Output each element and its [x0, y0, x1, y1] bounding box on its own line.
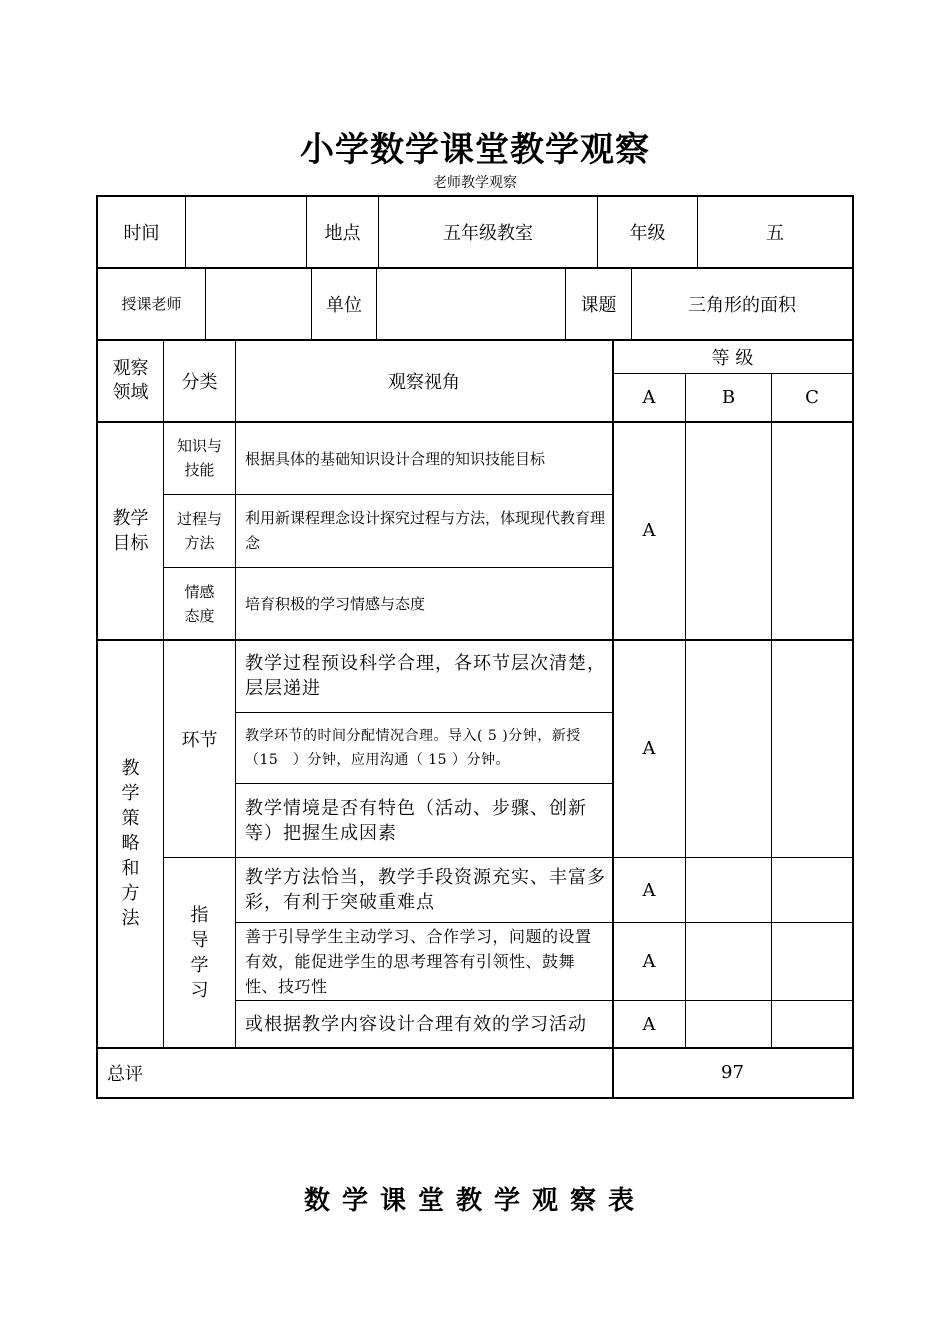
grade-label: 年级	[629, 223, 666, 244]
unit-value	[377, 268, 565, 339]
link-grade: A	[642, 738, 656, 759]
guide-grade-guidance: A	[642, 951, 656, 972]
link-text-scenario: 教学情境是否有特色（活动、步骤、创新等）把握生成因素	[245, 797, 587, 844]
goals-category-emotion: 情感态度	[184, 582, 215, 625]
topic-label: 课题	[580, 294, 617, 316]
category-header: 分类	[181, 371, 218, 393]
place-value: 五年级教室	[443, 223, 533, 244]
teacher-label: 授课老师	[121, 295, 182, 313]
time-label: 时间	[123, 223, 160, 244]
goals-category-knowledge: 知识与技能	[176, 437, 222, 479]
summary-score: 97	[721, 1062, 744, 1083]
domain-header: 观察领域	[112, 357, 149, 403]
link-text-time: 教学环节的时间分配情况合理。导入( 5 )分钟，新授（15 ）分钟，应用沟通（ 15 ）分钟。	[245, 728, 581, 768]
grade-a-header: A	[642, 387, 656, 408]
perspective-header: 观察视角	[388, 371, 460, 393]
topic-value: 三角形的面积	[688, 294, 796, 316]
grade-b-header: B	[721, 387, 736, 408]
teacher-value	[206, 268, 311, 339]
goals-text-emotion: 培育积极的学习情感与态度	[245, 595, 426, 613]
grade-c-header: C	[805, 387, 819, 408]
col-divider	[685, 373, 686, 1047]
time-value	[186, 197, 306, 267]
goals-domain: 教学目标	[112, 507, 149, 554]
page-title: 小学数学课堂教学观察	[300, 130, 650, 170]
guide-grade-method: A	[642, 879, 656, 901]
summary-label: 总评	[107, 1063, 143, 1085]
link-text-process: 教学过程预设科学合理，各环节层次清楚，层层递进	[245, 653, 606, 699]
page-subtitle: 老师教学观察	[433, 175, 517, 191]
guide-category: 指导学习	[190, 904, 209, 1001]
place-label: 地点	[324, 223, 361, 244]
goals-text-knowledge: 根据具体的基础知识设计合理的知识技能目标	[245, 449, 546, 468]
col-divider	[771, 373, 772, 1047]
guide-text-activity: 或根据教学内容设计合理有效的学习活动	[245, 1013, 587, 1035]
level-header: 等 级	[711, 347, 754, 369]
strategy-domain: 教学策略和方法	[121, 758, 140, 929]
goals-category-process: 过程与方法	[176, 510, 222, 552]
guide-text-method: 教学方法恰当，教学手段资源充实、丰富多彩，有利于突破重难点	[245, 867, 606, 913]
grade-value: 五	[766, 223, 784, 244]
link-category: 环节	[181, 730, 218, 751]
second-title: 数学课堂教学观察表	[303, 1186, 646, 1216]
guide-grade-activity: A	[642, 1013, 656, 1035]
goals-grade: A	[642, 520, 656, 541]
goals-text-process: 利用新课程理念设计探究过程与方法，体现现代教育理念	[245, 509, 606, 552]
unit-label: 单位	[326, 294, 362, 316]
guide-text-guidance: 善于引导学生主动学习、合作学习，问题的设置有效，能促进学生的思考理答有引领性、鼓舞性、技巧性	[245, 927, 592, 996]
